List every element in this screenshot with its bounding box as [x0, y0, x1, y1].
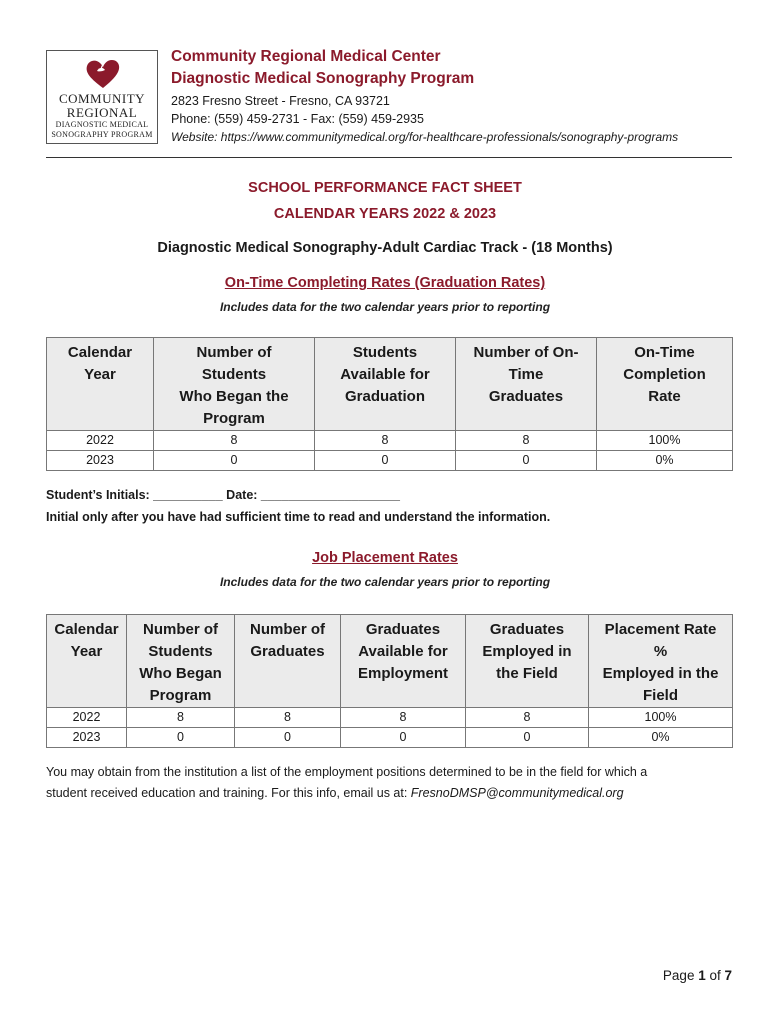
- org-name: Community Regional Medical Center: [171, 48, 441, 65]
- track-title: Diagnostic Medical Sonography-Adult Cardiac Track - (18 Months): [157, 240, 613, 256]
- table-cell: 100%: [589, 708, 733, 728]
- page-number: [663, 968, 732, 983]
- table-cell: 8: [127, 708, 235, 728]
- col-header-available-graduation: Students Available for Graduation: [315, 338, 456, 431]
- table-cell: 0: [315, 451, 456, 471]
- placement-heading: Job Placement Rates: [312, 550, 458, 566]
- title-calendar-years: CALENDAR YEARS 2022 & 2023: [273, 206, 497, 222]
- logo-text-sonography: SONOGRAPHY PROGRAM: [51, 130, 153, 139]
- page-label: Page: [662, 968, 699, 983]
- col-header-employed-field: Graduates Employed in the Field: [466, 615, 589, 708]
- col-header-number-graduates: Number of Graduates: [235, 615, 341, 708]
- table-row: [47, 431, 733, 451]
- completion-note: Includes data for the two calendar years prior to reporting: [219, 300, 551, 314]
- table-cell: 0: [341, 728, 466, 748]
- header-divider: [46, 157, 732, 158]
- title-fact-sheet: SCHOOL PERFORMANCE FACT SHEET: [248, 180, 522, 196]
- col-header-placement-rate: Placement Rate % Employed in the Field: [589, 615, 733, 708]
- col-header-students-began: Number of Students Who Began Program: [127, 615, 235, 708]
- table-cell: 8: [456, 431, 597, 451]
- table-cell: 0%: [597, 451, 733, 471]
- table-cell: 8: [235, 708, 341, 728]
- placement-table: [46, 614, 733, 748]
- page-total: 7: [724, 968, 732, 983]
- table-cell: 2023: [47, 451, 154, 471]
- col-header-available-employment: Graduates Available for Employment: [341, 615, 466, 708]
- heart-leaf-icon: [81, 55, 125, 91]
- institution-logo: [46, 50, 158, 144]
- table-cell: 2022: [47, 708, 127, 728]
- table-cell: 8: [341, 708, 466, 728]
- logo-text-diagnostic: DIAGNOSTIC MEDICAL: [55, 120, 149, 129]
- paragraph-line-1: You may obtain from the institution a list of the employment positions determined to be in the field for which a: [46, 765, 648, 779]
- table-cell: 0: [154, 451, 315, 471]
- employment-list-paragraph: [46, 762, 736, 804]
- phone-fax: Phone: (559) 459-2731 - Fax: (559) 459-2935: [171, 112, 424, 126]
- initials-instruction: Initial only after you have had sufficient time to read and understand the information.: [46, 510, 551, 524]
- col-header-calendar-year: Calendar Year: [47, 338, 154, 431]
- contact-email-link[interactable]: FresnoDMSP@communitymedical.org: [410, 786, 624, 800]
- col-header-students-began: Number of Students Who Began the Program: [154, 338, 315, 431]
- placement-note: Includes data for the two calendar years prior to reporting: [219, 575, 551, 589]
- page-of: of: [705, 968, 725, 983]
- table-cell: 0: [127, 728, 235, 748]
- website-link[interactable]: Website: https://www.communitymedical.org/for-healthcare-professionals/sonography-programs: [171, 130, 679, 144]
- table-cell: 100%: [597, 431, 733, 451]
- page-current: 1: [698, 968, 706, 983]
- program-name: Diagnostic Medical Sonography Program: [171, 70, 475, 87]
- table-cell: 0: [456, 451, 597, 471]
- completion-heading: On-Time Completing Rates (Graduation Rates): [224, 275, 546, 291]
- initials-date-line[interactable]: Student’s Initials: __________ Date: ____________________: [46, 488, 400, 502]
- address: 2823 Fresno Street - Fresno, CA 93721: [171, 94, 390, 108]
- logo-text-regional: REGIONAL: [66, 105, 138, 120]
- table-cell: 8: [315, 431, 456, 451]
- table-cell: 8: [154, 431, 315, 451]
- table-cell: 8: [466, 708, 589, 728]
- table-cell: 0: [235, 728, 341, 748]
- col-header-completion-rate: On-Time Completion Rate: [597, 338, 733, 431]
- completion-table: [46, 337, 733, 471]
- col-header-calendar-year: Calendar Year: [47, 615, 127, 708]
- col-header-ontime-graduates: Number of On- Time Graduates: [456, 338, 597, 431]
- table-row: [47, 708, 733, 728]
- table-cell: 2023: [47, 728, 127, 748]
- logo-text-community: COMMUNITY: [58, 91, 146, 106]
- table-row: [47, 451, 733, 471]
- table-cell: 0: [466, 728, 589, 748]
- paragraph-line-2-text: student received education and training. For this info, email us at:: [46, 786, 411, 800]
- table-cell: 2022: [47, 431, 154, 451]
- table-cell: 0%: [589, 728, 733, 748]
- table-row: [47, 728, 733, 748]
- paragraph-line-2: [46, 783, 736, 804]
